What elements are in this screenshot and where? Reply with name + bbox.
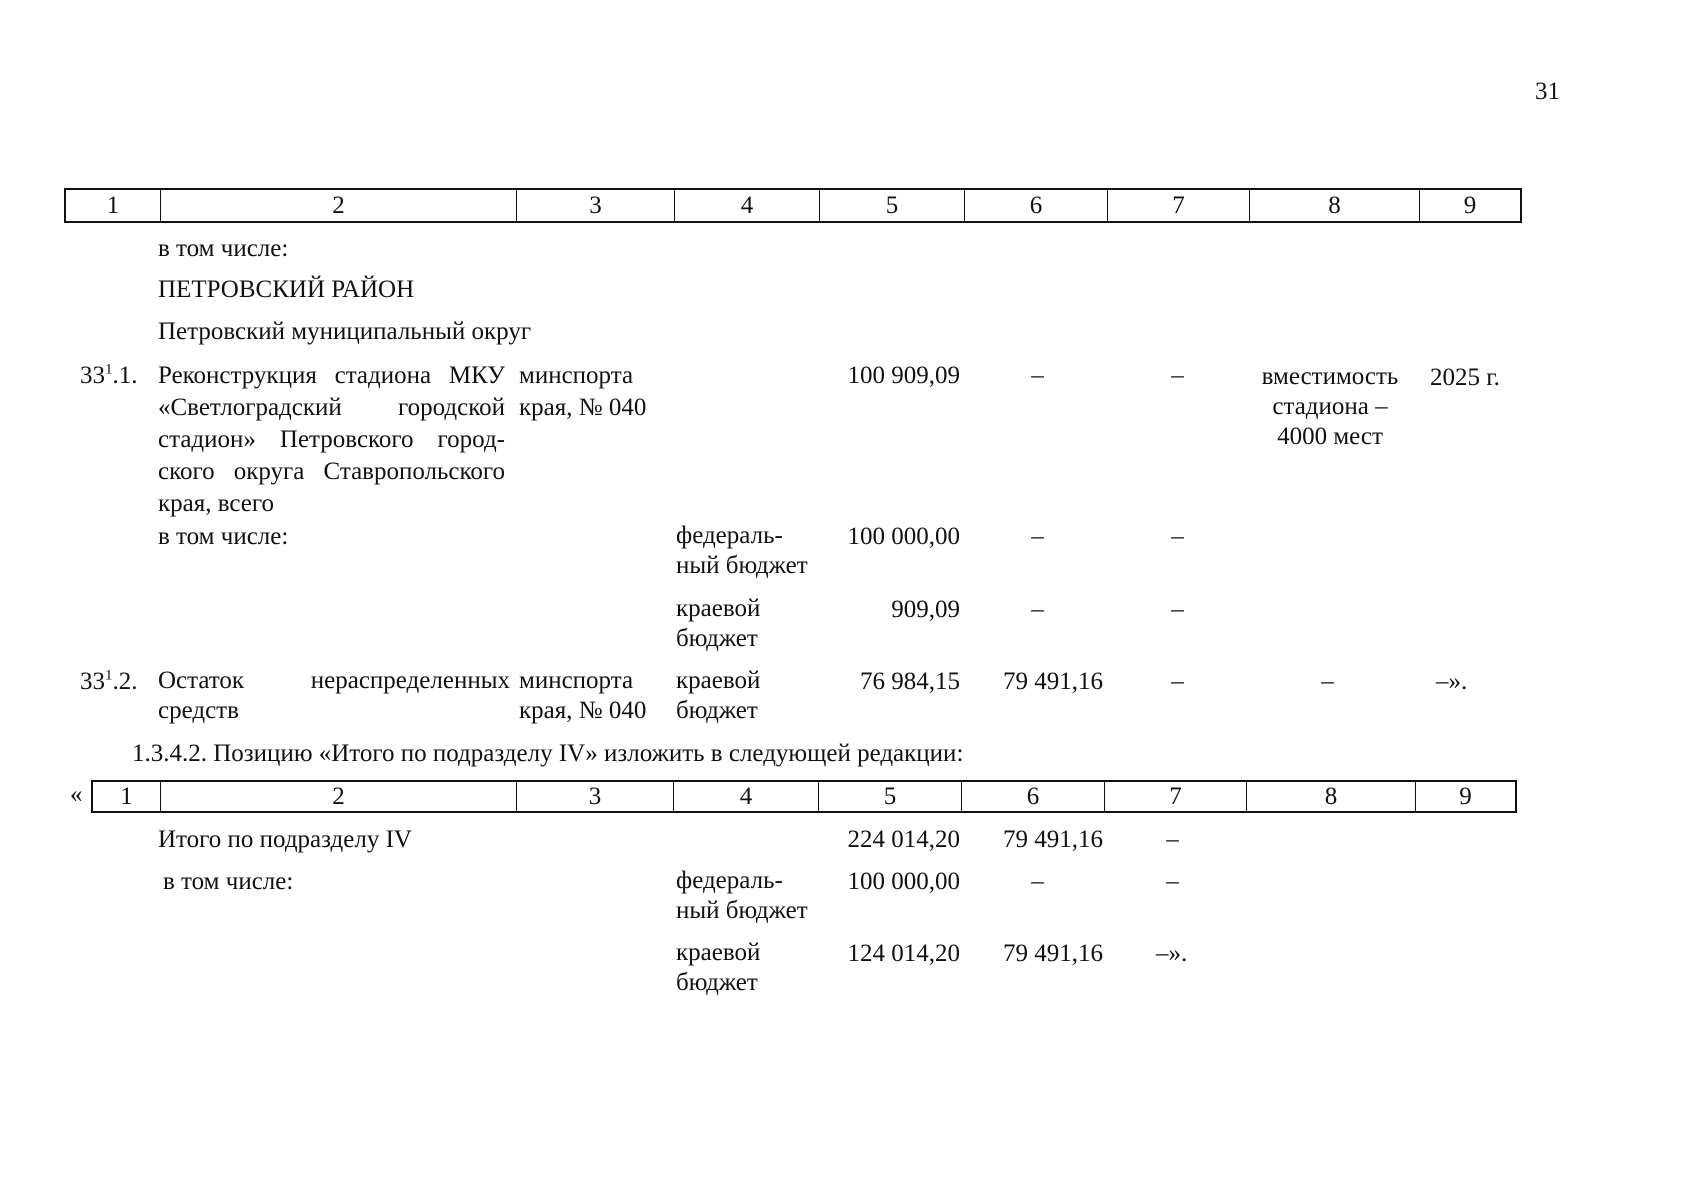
sub-col6: – [1031, 523, 1044, 550]
table2-header [91, 780, 1517, 813]
row-col6: 79 491,16 [1003, 668, 1103, 695]
sub-col7: – [1171, 523, 1184, 550]
col-header-9: 9 [1415, 782, 1515, 811]
row-col9: –». [1436, 668, 1468, 695]
sub-col5: 100 000,00 [847, 523, 960, 550]
sub-label: в том числе: [158, 523, 289, 550]
col-header-4: 4 [673, 782, 818, 811]
col-header-6: 6 [961, 782, 1104, 811]
col-header-1: 1 [106, 192, 120, 219]
funding-source: краевой бюджет [676, 595, 761, 652]
funding-source: краевой бюджет [676, 667, 761, 724]
row-col5: 100 909,09 [847, 362, 960, 389]
sub-label: в том числе: [163, 868, 294, 895]
col-header-7: 7 [1107, 190, 1249, 221]
row-year: 2025 г. [1430, 364, 1500, 391]
col-header-6: 6 [964, 190, 1107, 221]
total-label: Итого по подразделу IV [158, 826, 412, 853]
sub-col7: – [1166, 868, 1179, 895]
sub-col7: –». [1156, 940, 1188, 967]
col-header-9: 9 [1419, 190, 1520, 221]
funding-source: федераль- ный бюджет [676, 522, 808, 579]
col-header-1: 1 [120, 783, 133, 810]
funding-source: краевой бюджет [676, 939, 761, 996]
total-col5: 224 014,20 [847, 826, 960, 853]
in-total-label: в том числе: [158, 235, 289, 262]
row-name: Реконструкция стадиона МКУ «Светлоградский городской стадион» Петровского город- ского округа Ставропольского края, всего [158, 362, 505, 517]
col-header-4: 4 [674, 190, 819, 221]
total-col7: – [1166, 826, 1179, 853]
sub-col6: – [1031, 868, 1044, 895]
table1-header [64, 188, 1522, 223]
row-indicator: вместимость стадиона – 4000 мест [1261, 363, 1399, 450]
col-header-2: 2 [160, 190, 516, 221]
funding-source: федераль- ный бюджет [676, 867, 808, 924]
page-number: 31 [1535, 78, 1560, 105]
instruction-text: 1.3.4.2. Позицию «Итого по подразделу IV» изложить в следующей редакции: [132, 740, 964, 767]
open-quote: « [70, 781, 83, 808]
row-number: $33^1.2$. [80, 667, 138, 695]
row-number: $33^1.1$. [80, 361, 138, 389]
col-header-2: 2 [160, 782, 516, 811]
col-header-3: 3 [516, 782, 673, 811]
sub-col5: 124 014,20 [847, 940, 960, 967]
sub-col5: 100 000,00 [847, 868, 960, 895]
municipality-heading: Петровский муниципальный округ [158, 318, 532, 345]
row-executor: минспорта края, № 040 [519, 667, 647, 724]
row-col5: 76 984,15 [860, 668, 960, 695]
sub-col5: 909,09 [891, 596, 960, 623]
row-name: Остаток нераспределенных средств [158, 667, 510, 724]
row-col8: – [1321, 668, 1334, 695]
total-col6: 79 491,16 [1003, 826, 1103, 853]
sub-col6: – [1031, 596, 1044, 623]
row-col7: – [1171, 668, 1184, 695]
col-header-5: 5 [818, 782, 961, 811]
sub-col7: – [1171, 596, 1184, 623]
district-heading: ПЕТРОВСКИЙ РАЙОН [158, 276, 415, 303]
row-col7: – [1171, 362, 1184, 389]
row-executor: минспорта края, № 040 [519, 362, 647, 421]
col-header-8: 8 [1246, 782, 1415, 811]
col-header-5: 5 [819, 190, 964, 221]
col-header-8: 8 [1249, 190, 1419, 221]
sub-col6: 79 491,16 [1003, 940, 1103, 967]
col-header-3: 3 [516, 190, 674, 221]
row-col6: – [1031, 362, 1044, 389]
col-header-7: 7 [1104, 782, 1246, 811]
